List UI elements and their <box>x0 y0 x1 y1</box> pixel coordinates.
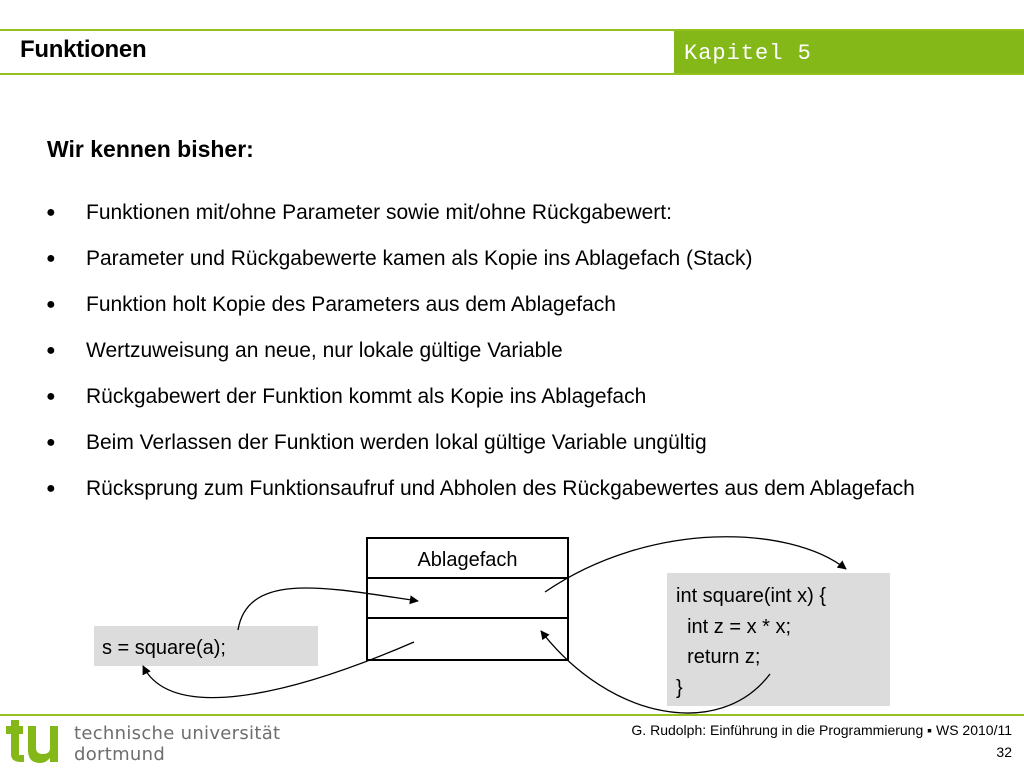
bullet-item <box>46 198 926 244</box>
bullet-dot-icon: ● <box>46 250 56 267</box>
bullet-text: Parameter und Rückgabewerte kamen als Kopie ins Ablagefach (Stack) <box>86 247 753 270</box>
bullet-item <box>46 428 926 474</box>
bullet-dot-icon: ● <box>46 342 56 359</box>
stack-label: Ablagefach <box>368 539 567 579</box>
bullet-text: Beim Verlassen der Funktion werden lokal gültige Variable ungültig <box>86 431 707 454</box>
header-bottom-line <box>0 73 1024 75</box>
slide-title: Funktionen <box>20 36 147 63</box>
code-line: int square(int x) { <box>676 585 827 607</box>
university-name-line2: dortmund <box>74 744 166 765</box>
footer-line <box>0 714 1024 716</box>
code-line: } <box>676 676 683 699</box>
bullet-dot-icon: ● <box>46 480 56 497</box>
bullet-dot-icon: ● <box>46 434 56 451</box>
bullet-item <box>46 244 926 290</box>
bullet-item <box>46 336 926 382</box>
call-code-box: s = square(a); <box>94 626 318 666</box>
page-number: 32 <box>996 744 1012 760</box>
bullet-list <box>46 198 926 503</box>
bullet-dot-icon: ● <box>46 388 56 405</box>
bullet-dot-icon: ● <box>46 204 56 221</box>
bullet-text: Funktionen mit/ohne Parameter sowie mit/ohne Rückgabewert: <box>86 201 672 224</box>
bullet-text: Wertzuweisung an neue, nur lokale gültige Variable <box>86 339 563 362</box>
code-line: int z = x * x; <box>676 615 792 638</box>
bullet-item <box>46 290 926 336</box>
chapter-label: Kapitel 5 <box>674 31 1024 73</box>
university-name <box>74 723 280 765</box>
bullet-text: Funktion holt Kopie des Parameters aus dem Ablagefach <box>86 293 616 316</box>
bullet-dot-icon: ● <box>46 296 56 313</box>
stack-slot-parameter <box>368 579 567 619</box>
footer-credit: G. Rudolph: Einführung in die Programmierung ▪ WS 2010/11 <box>631 722 1012 738</box>
stack-diagram <box>366 537 569 661</box>
bullet-item <box>46 382 926 428</box>
function-code-box <box>667 573 890 706</box>
bullet-text: Rückgabewert der Funktion kommt als Kopie ins Ablagefach <box>86 385 647 408</box>
tu-logo-icon <box>4 720 64 764</box>
bullet-text: Rücksprung zum Funktionsaufruf und Abholen des Rückgabewertes aus dem Ablagefach <box>86 477 915 500</box>
university-name-line1: technische universität <box>74 723 281 744</box>
code-line: return z; <box>676 646 761 668</box>
bullet-item <box>46 474 926 503</box>
stack-slot-return <box>368 619 567 659</box>
section-heading: Wir kennen bisher: <box>47 136 254 162</box>
